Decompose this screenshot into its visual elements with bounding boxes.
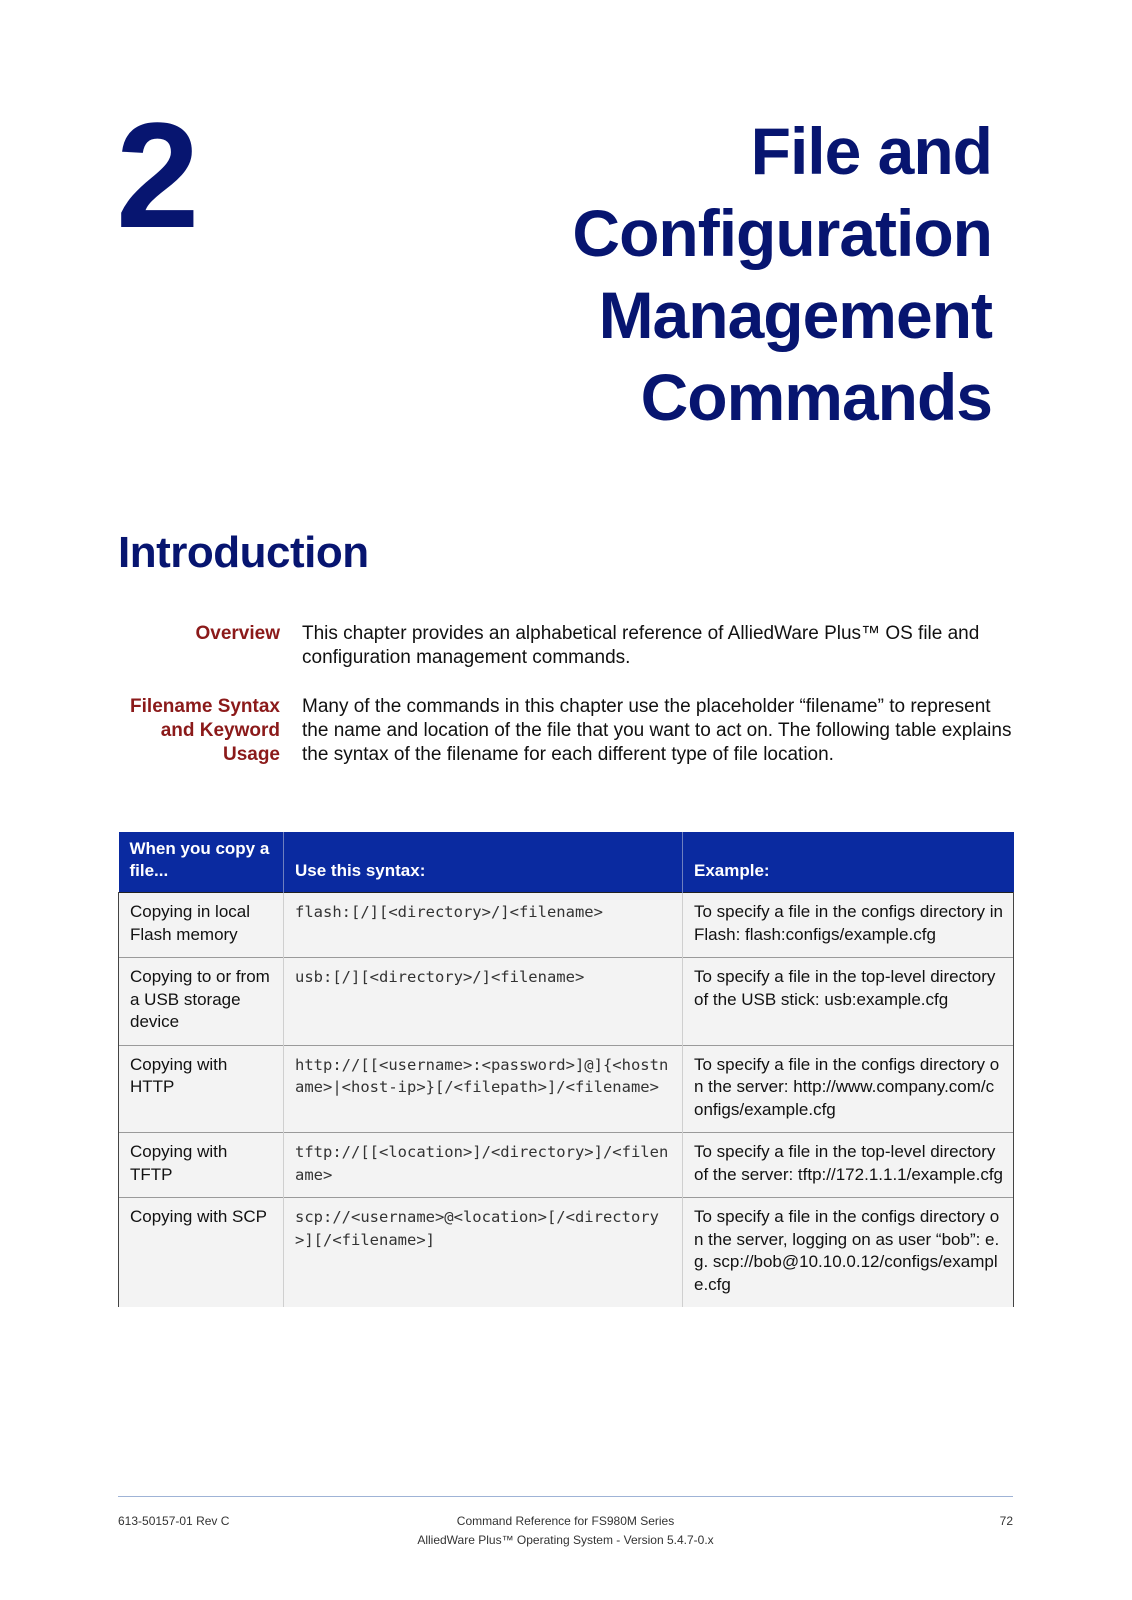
footer-os-version: AlliedWare Plus™ Operating System - Version 5.4.7-0.x [417,1533,714,1547]
table-row [119,1045,1014,1133]
filename-syntax-text: Many of the commands in this chapter use the placeholder “filename” to represent the name and location of the file that you want to act on. The following table explains the syntax of the filename for each different type of file location. [302,696,1012,765]
cell-when: Copying with TFTP [119,1133,284,1198]
cell-syntax: tftp://[[<location>]/<directory>]/<filename> [284,1133,683,1198]
footer-center [118,1512,1013,1550]
cell-example: To specify a file in the configs directory on the server: http://www.company.com/configs/example.cfg [683,1045,1014,1133]
cell-when: Copying with HTTP [119,1045,284,1133]
section-title: Introduction [118,528,369,577]
footer-page-number: 72 [999,1514,1013,1528]
cell-when: Copying to or from a USB storage device [119,958,284,1046]
chapter-title-line: Configuration [572,196,992,270]
cell-when: Copying with SCP [119,1198,284,1308]
cell-example: To specify a file in the configs directory on the server, logging on as user “bob”: e.g. scp://bob@10.10.0.12/configs/example.cfg [683,1198,1014,1308]
table-header-row [119,832,1014,893]
overview-text: This chapter provides an alphabetical reference of AlliedWare Plus™ OS file and configuration management commands. [302,623,980,668]
table-row [119,1133,1014,1198]
column-header-syntax: Use this syntax: [284,832,683,893]
cell-example: To specify a file in the top-level directory of the server: tftp://172.1.1.1/example.cfg [683,1133,1014,1198]
chapter-number: 2 [116,91,196,259]
chapter-title-line: Commands [640,360,992,434]
filename-syntax-label-line: and Keyword [160,720,280,741]
cell-syntax: flash:[/][<directory>/]<filename> [284,893,683,958]
filename-syntax-label-line: Usage [222,744,280,765]
filename-syntax-label [118,695,280,767]
column-header-example: Example: [683,832,1014,893]
filename-syntax-label-line: Filename Syntax [130,696,280,717]
chapter-title-line: Management [598,278,992,352]
table-row [119,1198,1014,1308]
cell-when: Copying in local Flash memory [119,893,284,958]
column-header-when: When you copy a file... [119,832,284,893]
cell-example: To specify a file in the configs directory in Flash: flash:configs/example.cfg [683,893,1014,958]
cell-syntax: http://[[<username>:<password>]@]{<hostname>|<host-ip>}[/<filepath>]/<filename> [284,1045,683,1133]
footer-doc-number: 613-50157-01 Rev C [118,1514,230,1528]
cell-syntax: scp://<username>@<location>[/<directory>][/<filename>] [284,1198,683,1308]
table-row [119,958,1014,1046]
footer-divider [118,1496,1013,1497]
chapter-title [392,110,992,438]
filename-syntax-table [118,832,1014,1307]
chapter-title-line: File and [750,114,992,188]
overview-label: Overview [195,623,280,644]
footer-doc-title: Command Reference for FS980M Series [456,1514,675,1528]
cell-syntax: usb:[/][<directory>/]<filename> [284,958,683,1046]
cell-example: To specify a file in the top-level directory of the USB stick: usb:example.cfg [683,958,1014,1046]
table-row [119,893,1014,958]
